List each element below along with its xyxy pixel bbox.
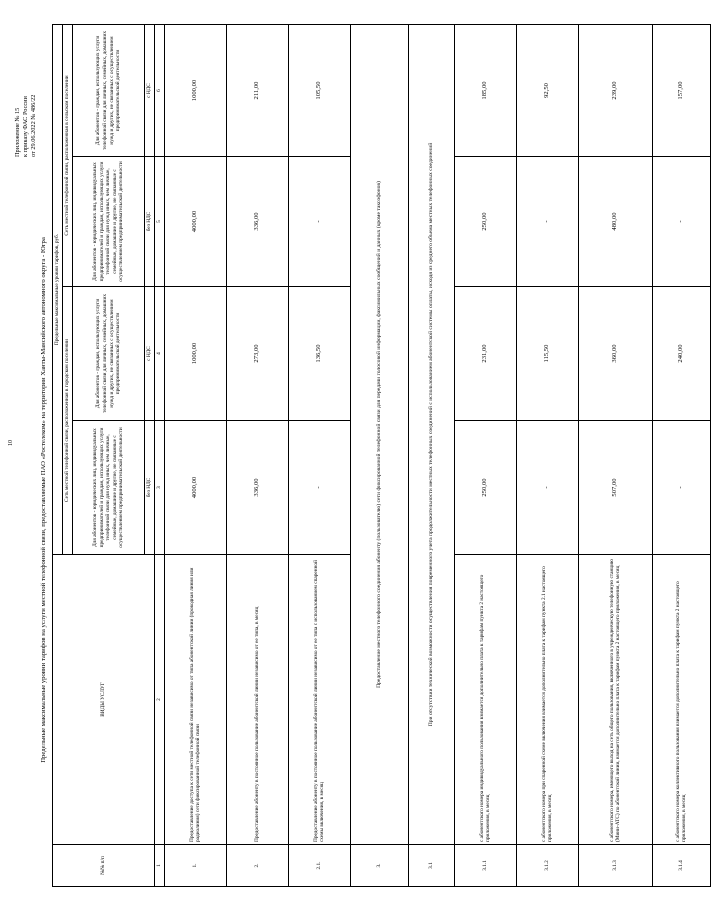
- table-row: [226, 25, 288, 887]
- row-num: 3.1.2: [516, 845, 578, 887]
- price-citizens-urban: 240,00: [652, 287, 710, 421]
- row-num: 3.1: [408, 845, 454, 887]
- col-num-3: 3: [155, 421, 165, 555]
- price-legal-urban: -: [516, 421, 578, 555]
- rotated-page-content: [8, 9, 688, 897]
- price-citizens-urban: 115,50: [516, 287, 578, 421]
- header-citizens-urban: Для абонентов - граждан, использующих услуги телефонной связи для личных, семейных, домашних нужд и других, не связанных с осуществлением предпринимательской деятельности: [73, 287, 145, 421]
- row-service: Предоставление абоненту в постоянное пользование абонентской линии независимо от ее типа, в месяц: [226, 555, 288, 845]
- table-row: [350, 25, 408, 887]
- row-service: с абонентского номера индивидуального пользования взимается дополнительно плата к тарифам пункта 2 настоящего приложения, в месяц: [454, 555, 516, 845]
- tariff-table: [52, 24, 711, 887]
- row-service: с абонентского номера при спаренной схеме включения взимается дополнительно плата к тарифам пункта 2.1 настоящего приложения, в месяц: [516, 555, 578, 845]
- header-legal-rural: Для абонентов - юридических лиц, индивидуальных предпринимателей и граждан, использующих услуги телефонной связи для нужд иных, чем личные, семейные, домашние и другие, не связанные с осуществлением предпринимательской деятельности: [73, 157, 145, 287]
- row-num: 3.1.4: [652, 845, 710, 887]
- header-urban: Сеть местной телефонной связи, расположенная в городском поселении: [63, 287, 73, 555]
- table-row: [578, 25, 652, 887]
- row-num: 3.1.3: [578, 845, 652, 887]
- row-section-heading: При отсутствии технической возможности осуществления повременного учета продолжительности местных телефонных соединений с использованием абонентской системы оплаты, исходя из среднего объема местных телефонных соединений: [408, 25, 454, 845]
- price-legal-urban: -: [652, 421, 710, 555]
- appendix-header: [14, 17, 38, 157]
- row-service: Предоставление доступа к сети местной телефонной связи независимо от типа абонентской линии (проводная линия или радиолиния) сети фиксированной телефонной связи: [164, 555, 226, 845]
- table-row: [652, 25, 710, 887]
- price-citizens-urban: 1000,00: [164, 287, 226, 421]
- row-num: 3.: [350, 845, 408, 887]
- price-citizens-rural: 157,00: [652, 25, 710, 157]
- row-section-heading: Предоставление местного телефонного соединения абоненту (пользователю) сети фиксированной телефонной связи для передачи голосовой информации, факсимильных сообщений и данных (кроме таксофонов): [350, 25, 408, 845]
- row-service: с абонентского номера коллективного пользования взимается дополнительно плата к тарифам пункта 2 настоящего приложения, в месяц: [652, 555, 710, 845]
- header-vat-1: с НДС: [145, 287, 155, 421]
- table-row: [288, 25, 350, 887]
- header-no-vat-1: без НДС: [145, 421, 155, 555]
- price-citizens-urban: 273,00: [226, 287, 288, 421]
- table-row: [408, 25, 454, 887]
- price-citizens-urban: 136,50: [288, 287, 350, 421]
- header-vat-2: с НДС: [145, 25, 155, 157]
- header-price-levels: Предельные максимальные уровни тарифов, руб.: [53, 25, 63, 555]
- table-row: [164, 25, 226, 887]
- col-num-1: 1: [155, 845, 165, 887]
- header-num: №№ п/п: [53, 845, 155, 887]
- price-legal-urban: -: [288, 421, 350, 555]
- appendix-line-1: Приложение № 15: [14, 107, 21, 157]
- price-citizens-rural: 185,00: [454, 25, 516, 157]
- col-num-4: 4: [155, 287, 165, 421]
- price-citizens-urban: 360,00: [578, 287, 652, 421]
- col-num-2: 2: [155, 555, 165, 845]
- price-legal-urban: 336,00: [226, 421, 288, 555]
- price-legal-rural: 4000,00: [164, 157, 226, 287]
- table-row: [516, 25, 578, 887]
- price-citizens-rural: 211,00: [226, 25, 288, 157]
- header-no-vat-2: без НДС: [145, 157, 155, 287]
- row-num: 2.1.: [288, 845, 350, 887]
- page-number: 10: [8, 440, 14, 446]
- price-legal-urban: 507,00: [578, 421, 652, 555]
- price-legal-rural: -: [516, 157, 578, 287]
- row-num: 3.1.1: [454, 845, 516, 887]
- header-legal-urban: Для абонентов - юридических лиц, индивидуальных предпринимателей и граждан, использующих услуги телефонной связи для нужд иных, чем личные, семейные, домашние и другие, не связанные с осуществлением предпринимательской деятельности: [73, 421, 145, 555]
- appendix-line-3: от 29.06.2022 № 486/22: [30, 94, 37, 157]
- price-citizens-rural: 105,50: [288, 25, 350, 157]
- appendix-line-2: к приказу ФАС России: [22, 96, 29, 157]
- price-citizens-rural: 92,50: [516, 25, 578, 157]
- price-legal-urban: 250,00: [454, 421, 516, 555]
- header-rural: Сеть местной телефонной связи, расположенная в сельском поселении: [63, 25, 73, 287]
- row-service: Предоставление абоненту в постоянное пользование абонентской линии независимо от ее типа с использованием спаренной схемы включения, в месяц: [288, 555, 350, 845]
- row-num: 1.: [164, 845, 226, 887]
- row-service: с абонентского номера, имеющего выход на сеть общего пользования, включенного в учрежденческую телефонную станцию (Мини-АТС) по абонентской линии, взимается дополнительно плата к тарифам пункта 2 настоящего приложения, в месяц: [578, 555, 652, 845]
- row-num: 2.: [226, 845, 288, 887]
- document-title: Предельные максимальные уровни тарифов на услуги местной телефонной связи, предоставляемые ПАО «Ростелеком» на территории Ханты-Мансийского автономного округа - Югра: [40, 237, 47, 763]
- header-citizens-rural: Для абонентов - граждан, использующих услуги телефонной связи для личных, семейных, домашних нужд и других, не связанных с осуществлением предпринимательской деятельности: [73, 25, 145, 157]
- price-citizens-rural: 239,00: [578, 25, 652, 157]
- col-num-5: 5: [155, 157, 165, 287]
- price-legal-rural: 250,00: [454, 157, 516, 287]
- price-legal-rural: 480,00: [578, 157, 652, 287]
- price-legal-rural: -: [288, 157, 350, 287]
- price-citizens-rural: 1000,00: [164, 25, 226, 157]
- price-legal-urban: 4000,00: [164, 421, 226, 555]
- header-service: ВИДЫ УСЛУГ: [53, 555, 155, 845]
- price-citizens-urban: 231,00: [454, 287, 516, 421]
- price-legal-rural: -: [652, 157, 710, 287]
- col-num-6: 6: [155, 25, 165, 157]
- price-legal-rural: 336,00: [226, 157, 288, 287]
- table-row: [454, 25, 516, 887]
